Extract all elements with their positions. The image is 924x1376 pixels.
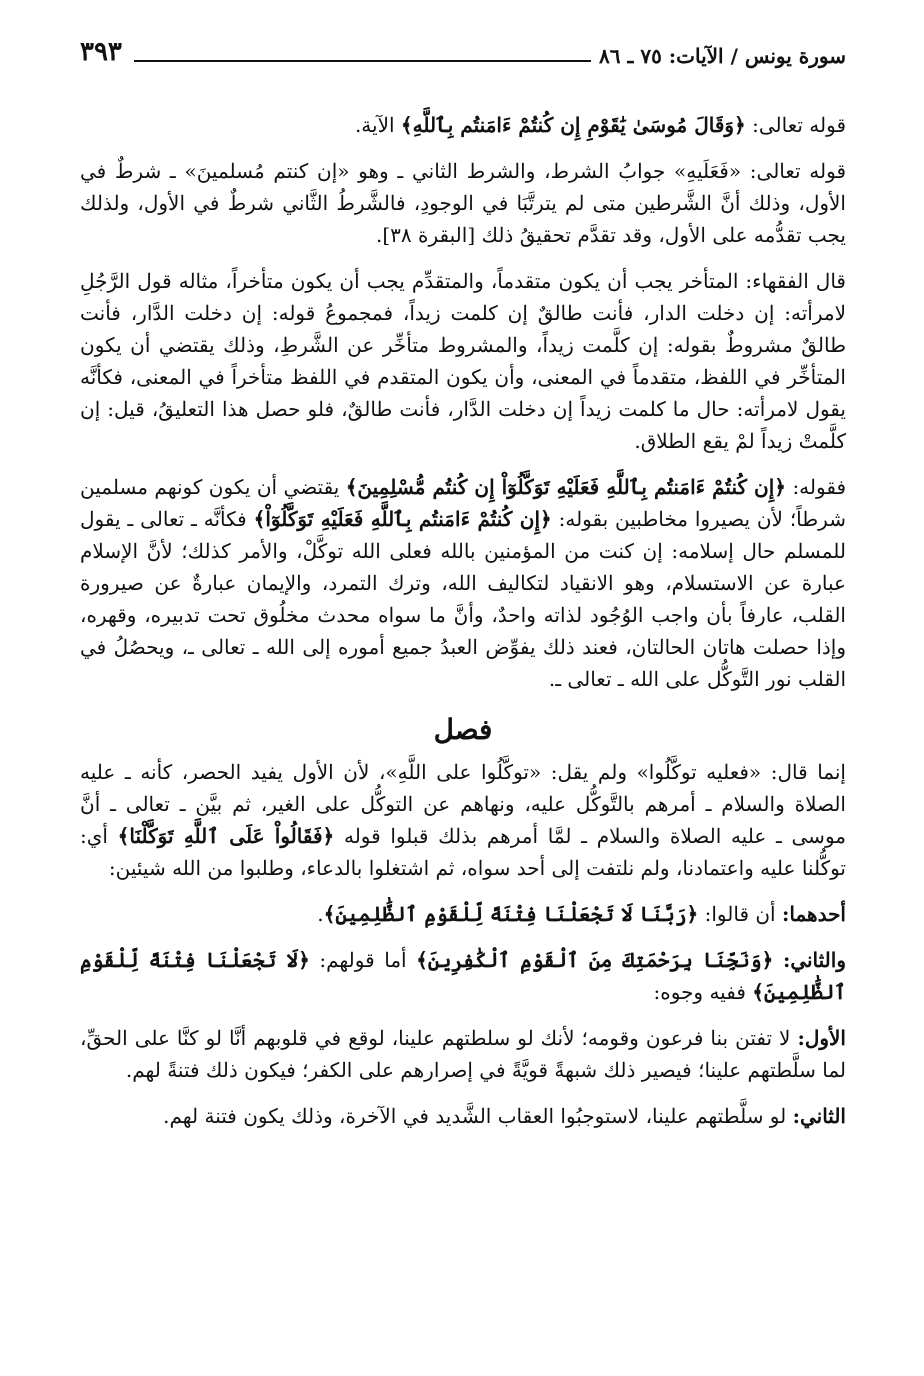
text-run: الآية. <box>354 112 401 137</box>
text-run: قوله تعالى: <box>745 112 846 137</box>
paragraph-1 <box>80 109 846 141</box>
paragraph-lead: الأول: <box>797 1025 846 1050</box>
paragraph-6 <box>80 898 846 930</box>
quran-verse: ﴿إِن كُنتُمْ ءَامَنتُم بِٱللَّهِ فَعَلَيْهِ تَوَكَّلُوٓاْ إِن كُنتُم مُّسْلِمِينَ﴾ <box>345 474 787 499</box>
page-number: ٣٩٣ <box>80 37 122 67</box>
text-run: لا تفتن بنا فرعون وقومه؛ لأنك لو سلطتهم علينا، لوقع في قلوبهم أنَّا لو كنَّا على الحقِّ، لما سلَّطتهم علينا؛ فيصير ذلك شبهةً قويَّةً في إصرارهم على الكفر؛ فيكون ذلك فتنةً لهم. <box>80 1025 846 1082</box>
text-run: ففيه وجوه: <box>653 979 753 1004</box>
paragraph-8 <box>80 1022 846 1086</box>
quran-verse: ﴿وَنَجِّنَا بِرَحْمَتِكَ مِنَ ٱلْقَوْمِ ٱلْكَٰفِرِينَ﴾ <box>416 947 774 972</box>
section-heading: فصل <box>433 712 493 746</box>
quran-verse: ﴿رَبَّنَا لَا تَجْعَلْنَا فِتْنَةً لِّلْقَوْمِ ٱلظَّٰلِمِينَ﴾ <box>323 901 699 926</box>
text-run: . <box>317 901 324 926</box>
paragraph-4 <box>80 471 846 695</box>
paragraph-7 <box>80 944 846 1008</box>
header-rule <box>134 60 591 62</box>
quran-verse: ﴿فَقَالُواْ عَلَى ٱللَّهِ تَوَكَّلْنَا﴾ <box>117 823 335 848</box>
paragraph-lead: الثاني: <box>792 1103 846 1128</box>
text-run: أن قالوا: <box>698 901 782 926</box>
quran-verse: ﴿لَا تَجْعَلْنَا فِتْنَةً لِّلْقَوْمِ ٱلظَّٰلِمِينَ﴾ <box>80 947 846 1004</box>
text-run: فقوله: <box>786 474 847 499</box>
text-run: فكأنَّه ـ تعالى ـ يقول للمسلم حال إسلامه: إن كنت من المؤمنين بالله فعلى الله توكَّلْ، والأمر كذلك؛ لأنَّ الإسلام عبارة عن الاستسلام، وهو الانقياد لتكاليف الله، وترك التمرد، والإيمان عبارةٌ عن صيرورة القلب، عارفاً بأن واجب الوُجُود لذاته واحدٌ، وأنَّ ما سواه محدث مخلُوق تحت تدبيره، وقهره، وإذا حصلت هاتان الحالتان، فعند ذلك يفوِّض العبدُ جميع أموره إلى الله ـ تعالى ـ، ويحصُلُ في القلب نور التَّوكُّل على الله ـ تعالى ـ. <box>80 506 846 691</box>
text-run: أي: توكُّلنا عليه واعتمادنا، ولم نلتفت إلى أحد سواه، ثم اشتغلوا بالدعاء، وطلبوا من الله شيئين: <box>80 823 846 880</box>
header-title: سورة يونس / الآيات: ٧٥ ـ ٨٦ <box>599 43 846 68</box>
quran-verse: ﴿وَقَالَ مُوسَىٰ يَٰقَوْمِ إِن كُنتُمْ ءَامَنتُم بِٱللَّهِ﴾ <box>400 112 746 137</box>
text-run: يقتضي أن يكون كونهم مسلمين شرطاً؛ لأن يصيروا مخاطبين بقوله: <box>80 474 846 531</box>
paragraph-3: قال الفقهاء: المتأخر يجب أن يكون متقدماً، والمتقدِّم يجب أن يكون متأخراً، مثاله قول الرَّجُلِ لامرأته: إن دخلت الدار، فأنت طالقٌ إن كلمت زيداً، فمجموعُ قوله: إن دخلت الدَّار، فأنت طالقٌ مشروطٌ بقوله: إن كلَّمت زيداً، والمشروط متأخِّر عن الشَّرطِ، وذلك يقتضي أن يكون المتأخِّر في اللفظ، متقدماً في المعنى، وأن يكون المتقدم في اللفظ متأخراً في المعنى، فكأنَّه يقول لامرأته: حال ما كلمت زيداً إن دخلت الدَّار، فأنت طالقٌ، فلو حصل هذا التعليقُ، قيل: إن كلَّمتْ زيداً لمْ يقع الطلاق. <box>80 268 846 453</box>
paragraph-lead: أحدهما: <box>781 901 846 926</box>
paragraph-2: قوله تعالى: «فَعَلَيهِ» جوابُ الشرط، والشرط الثاني ـ وهو «إن كنتم مُسلمينَ» ـ شرطٌ في الأول، وذلك أنَّ الشَّرطين متى لم يترتَّبَا في الوجودِ، فالشَّرطُ الثَّاني شرطٌ في الأول، ولذلك يجب تقدُّمه على الأول، وقد تقدَّم تحقيقُ ذلك [البقرة ٣٨]. <box>80 158 846 247</box>
text-run <box>773 948 783 972</box>
paragraph-5 <box>80 756 846 884</box>
running-header <box>80 38 846 69</box>
text-run: أما قولهم: <box>309 947 417 972</box>
text-run: إنما قال: «فعليه توكَّلُوا» ولم يقل: «توكَّلُوا على اللَّهِ»، لأن الأول يفيد الحصر، كأنه ـ عليه الصلاة والسلام ـ أمرهم بالتَّوكُّل عليه، ونهاهم عن التوكُّل على الغير، ثم بيَّن ـ تعالى ـ أنَّ موسى ـ عليه الصلاة والسلام ـ لمَّا أمرهم بذلك قبلوا قوله <box>80 759 846 848</box>
paragraph-lead: والثاني: <box>782 947 846 972</box>
paragraph-9 <box>80 1100 846 1132</box>
text-run: لو سلَّطتهم علينا، لاستوجبُوا العقاب الشَّديد في الآخرة، وذلك يكون فتنة لهم. <box>163 1103 793 1128</box>
quran-verse: ﴿إِن كُنتُمْ ءَامَنتُم بِٱللَّهِ فَعَلَيْهِ تَوَكَّلُوٓاْ﴾ <box>253 506 552 531</box>
